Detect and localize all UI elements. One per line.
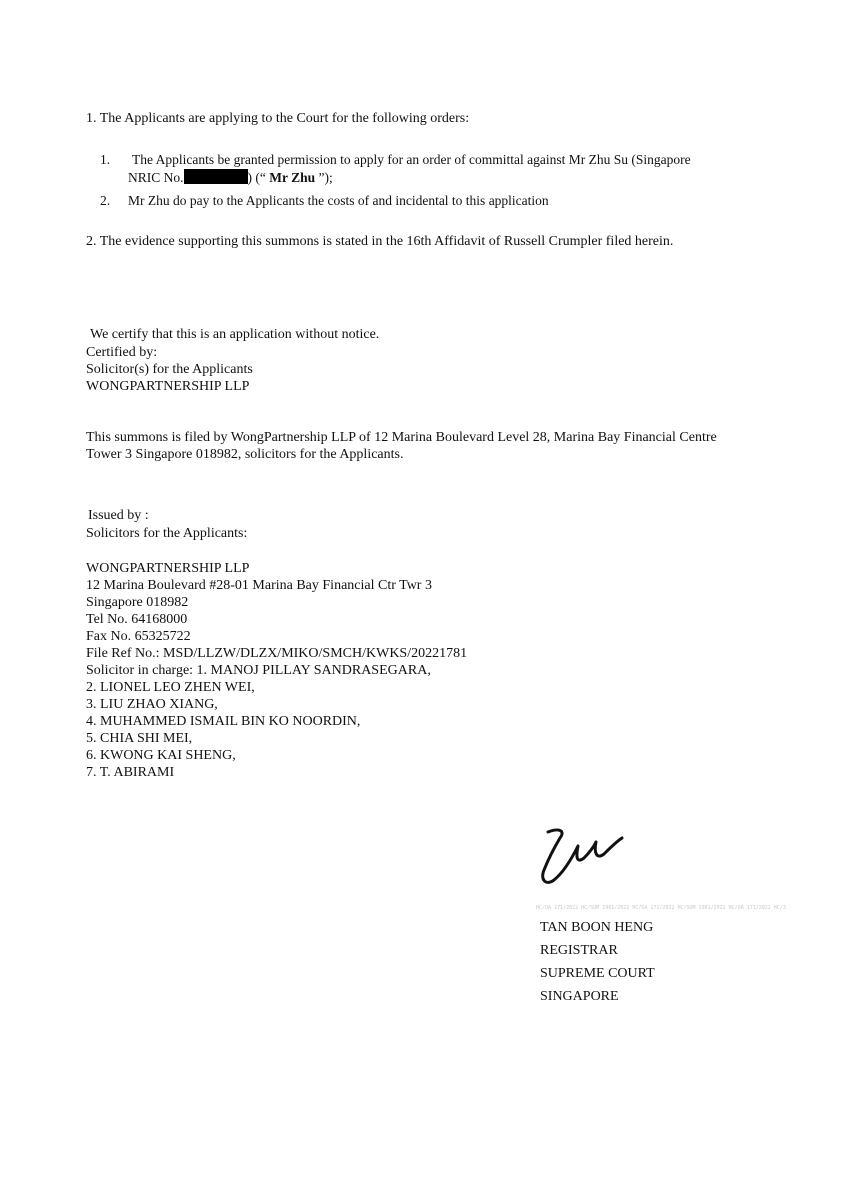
certification-line-4: WONGPARTNERSHIP LLP [86,379,250,394]
registrar-court: SUPREME COURT [540,966,655,981]
solicitor-list [86,663,506,783]
firm-city: Singapore 018982 [86,595,189,610]
certification-line-3: Solicitor(s) for the Applicants [86,362,253,377]
issued-by-label: Issued by : [88,508,149,523]
firm-fax: Fax No. 65325722 [86,629,191,644]
registrar-name: TAN BOON HENG [540,920,654,935]
solicitor-item: 4. MUHAMMED ISMAIL BIN KO NOORDIN, [86,714,361,729]
evidence-statement: 2. The evidence supporting this summons is stated in the 16th Affidavit of Russell Crumpler filed herein. [86,234,674,249]
document-stamp-text: HC/OA 171/2022 HC/SUM 1981/2022 HC/OA 171/2022 HC/SUM 1981/2022 HC/OA 171/2022 HC/3 [536,905,786,911]
registrar-signature [536,824,656,890]
order-item-1-number: 1. [100,152,111,167]
order-item-2-number: 2. [100,193,111,208]
certification-line-1: We certify that this is an application without notice. [90,327,380,342]
firm-address: 12 Marina Boulevard #28-01 Marina Bay Financial Ctr Twr 3 [86,578,432,593]
order-item-1-line-1: The Applicants be granted permission to apply for an order of committal against Mr Zhu Su (Singapore [132,152,691,167]
redaction-box [184,169,248,184]
solicitor-item: 2. LIONEL LEO ZHEN WEI, [86,680,255,695]
solicitor-item: Solicitor in charge: 1. MANOJ PILLAY SANDRASEGARA, [86,663,431,678]
solicitor-item: 3. LIU ZHAO XIANG, [86,697,218,712]
certification-line-2: Certified by: [86,345,158,360]
registrar-country: SINGAPORE [540,989,619,1004]
quote-open: ) (“ [247,170,270,185]
issued-for-label: Solicitors for the Applicants: [86,526,248,541]
firm-tel: Tel No. 64168000 [86,612,188,627]
orders-intro: 1. The Applicants are applying to the Court for the following orders: [86,111,470,126]
quote-close: ”); [315,170,333,185]
order-item-1-line-2 [128,169,333,186]
defined-term-mr-zhu: Mr Zhu [269,170,316,185]
firm-name: WONGPARTNERSHIP LLP [86,561,250,576]
firm-file-ref: File Ref No.: MSD/LLZW/DLZX/MIKO/SMCH/KWKS/20221781 [86,646,468,661]
filed-by-line-1: This summons is filed by WongPartnership LLP of 12 Marina Boulevard Level 28, Marina Bay Financial Centre [86,430,717,445]
nric-label: NRIC No. [128,170,184,185]
registrar-title: REGISTRAR [540,943,618,958]
solicitor-item: 7. T. ABIRAMI [86,765,175,780]
order-item-2-text: Mr Zhu do pay to the Applicants the costs of and incidental to this application [128,193,549,208]
solicitor-item: 5. CHIA SHI MEI, [86,731,193,746]
solicitor-item: 6. KWONG KAI SHENG, [86,748,236,763]
filed-by-line-2: Tower 3 Singapore 018982, solicitors for the Applicants. [86,447,404,462]
